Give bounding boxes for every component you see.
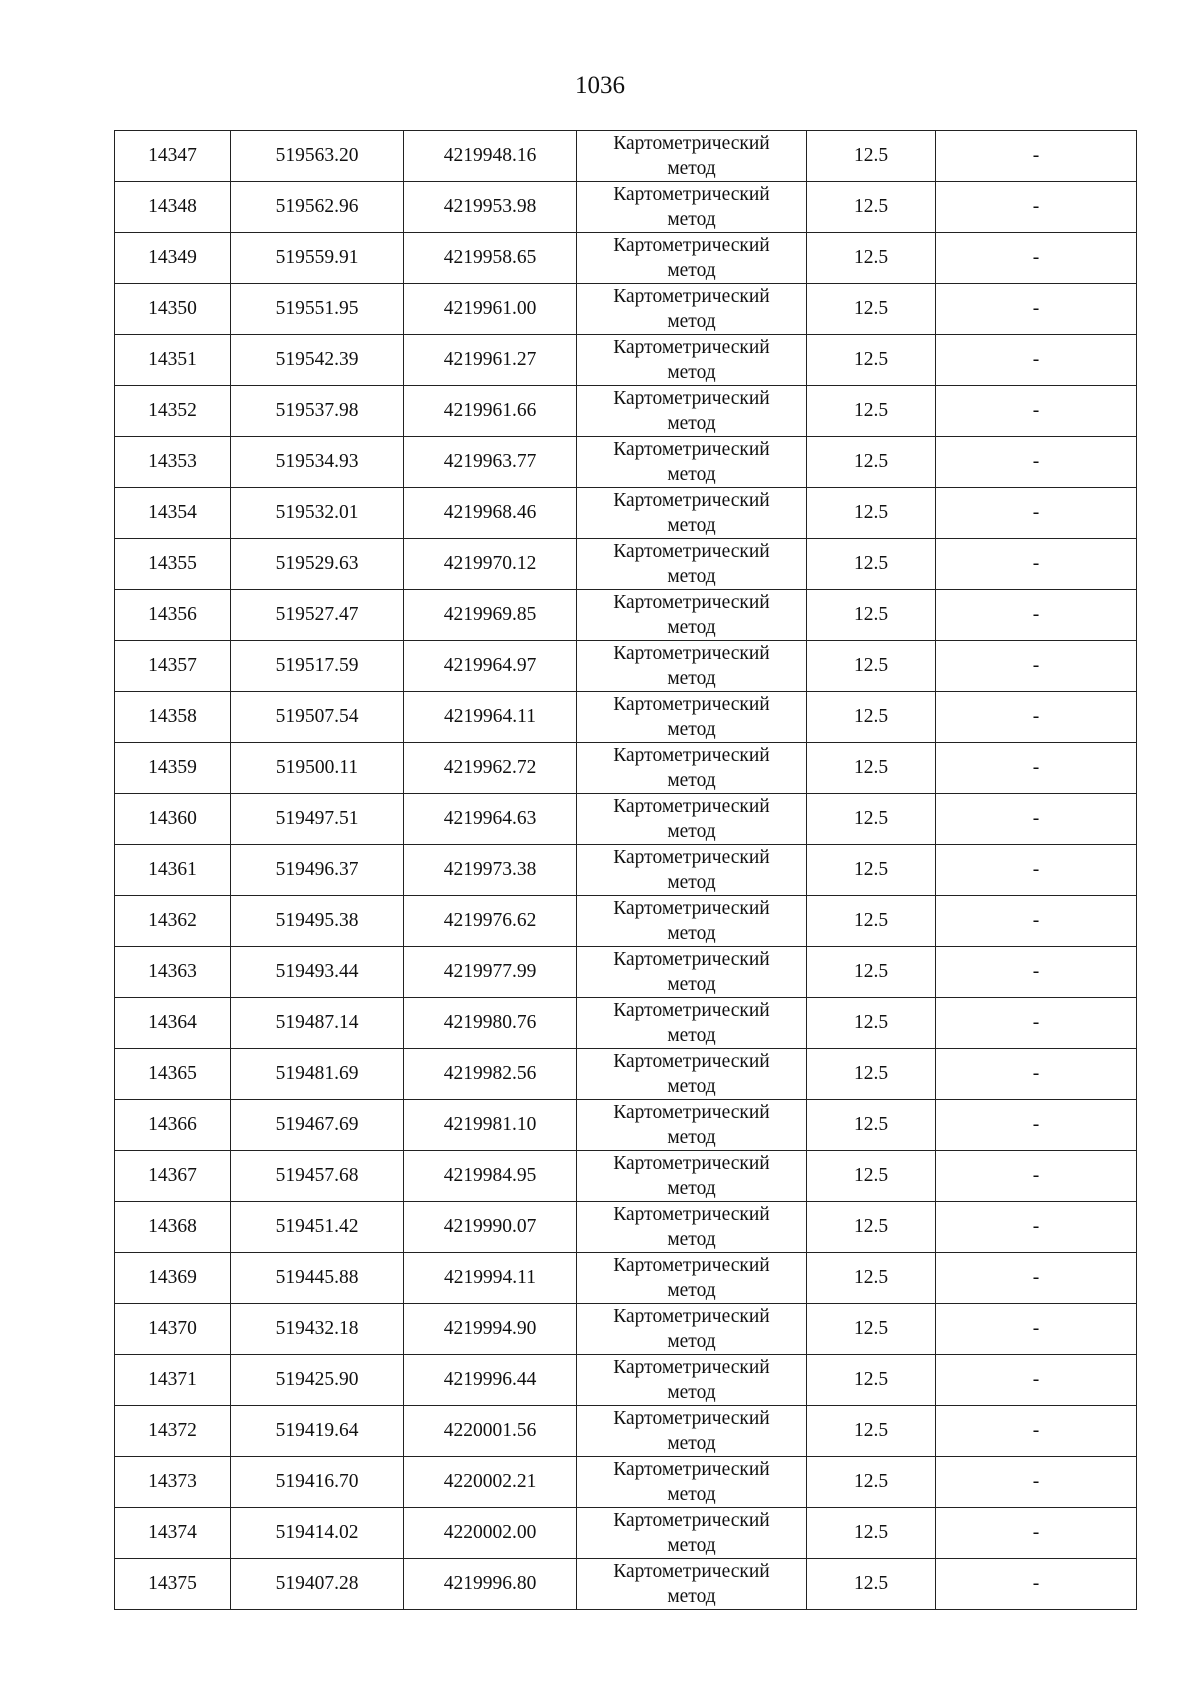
accuracy-cell: 12.5 — [807, 539, 936, 590]
x-coordinate-cell: 519497.51 — [231, 794, 404, 845]
table-row — [115, 1457, 1137, 1508]
note-cell: - — [936, 1355, 1137, 1406]
table-row — [115, 845, 1137, 896]
method-line-1: Картометрический — [613, 847, 770, 868]
y-coordinate-cell: 4219982.56 — [404, 1049, 577, 1100]
table-row — [115, 437, 1137, 488]
point-number-cell: 14365 — [115, 1049, 231, 1100]
accuracy-cell: 12.5 — [807, 743, 936, 794]
method-cell — [577, 488, 807, 539]
method-line-2: метод — [667, 923, 716, 944]
note-cell: - — [936, 1151, 1137, 1202]
accuracy-cell: 12.5 — [807, 1151, 936, 1202]
method-line-2: метод — [667, 770, 716, 791]
x-coordinate-cell: 519562.96 — [231, 182, 404, 233]
x-coordinate-cell: 519493.44 — [231, 947, 404, 998]
method-line-1: Картометрический — [613, 1051, 770, 1072]
y-coordinate-cell: 4219973.38 — [404, 845, 577, 896]
y-coordinate-cell: 4219961.66 — [404, 386, 577, 437]
coordinates-table — [114, 130, 1137, 1610]
method-line-2: метод — [667, 311, 716, 332]
table-row — [115, 539, 1137, 590]
point-number-cell: 14359 — [115, 743, 231, 794]
point-number-cell: 14352 — [115, 386, 231, 437]
method-line-2: метод — [667, 1025, 716, 1046]
table-body — [115, 131, 1137, 1610]
y-coordinate-cell: 4219970.12 — [404, 539, 577, 590]
accuracy-cell: 12.5 — [807, 335, 936, 386]
method-line-2: метод — [667, 1484, 716, 1505]
accuracy-cell: 12.5 — [807, 590, 936, 641]
note-cell: - — [936, 1406, 1137, 1457]
method-cell — [577, 1304, 807, 1355]
point-number-cell: 14364 — [115, 998, 231, 1049]
method-cell — [577, 386, 807, 437]
accuracy-cell: 12.5 — [807, 1508, 936, 1559]
point-number-cell: 14363 — [115, 947, 231, 998]
point-number-cell: 14356 — [115, 590, 231, 641]
x-coordinate-cell: 519507.54 — [231, 692, 404, 743]
y-coordinate-cell: 4219990.07 — [404, 1202, 577, 1253]
table-row — [115, 131, 1137, 182]
accuracy-cell: 12.5 — [807, 1202, 936, 1253]
method-cell — [577, 845, 807, 896]
note-cell: - — [936, 1202, 1137, 1253]
method-line-1: Картометрический — [613, 1255, 770, 1276]
note-cell: - — [936, 998, 1137, 1049]
table-row — [115, 335, 1137, 386]
point-number-cell: 14362 — [115, 896, 231, 947]
table-row — [115, 488, 1137, 539]
method-line-1: Картометрический — [613, 235, 770, 256]
note-cell: - — [936, 1304, 1137, 1355]
method-line-2: метод — [667, 1331, 716, 1352]
method-cell — [577, 437, 807, 488]
note-cell: - — [936, 1457, 1137, 1508]
x-coordinate-cell: 519529.63 — [231, 539, 404, 590]
method-line-2: метод — [667, 209, 716, 230]
method-line-1: Картометрический — [613, 439, 770, 460]
table-row — [115, 1202, 1137, 1253]
method-cell — [577, 233, 807, 284]
x-coordinate-cell: 519534.93 — [231, 437, 404, 488]
method-line-1: Картометрический — [613, 898, 770, 919]
y-coordinate-cell: 4219969.85 — [404, 590, 577, 641]
note-cell: - — [936, 182, 1137, 233]
point-number-cell: 14366 — [115, 1100, 231, 1151]
y-coordinate-cell: 4219963.77 — [404, 437, 577, 488]
note-cell: - — [936, 692, 1137, 743]
x-coordinate-cell: 519532.01 — [231, 488, 404, 539]
method-cell — [577, 641, 807, 692]
note-cell: - — [936, 794, 1137, 845]
y-coordinate-cell: 4220002.00 — [404, 1508, 577, 1559]
method-line-2: метод — [667, 158, 716, 179]
point-number-cell: 14358 — [115, 692, 231, 743]
note-cell: - — [936, 284, 1137, 335]
method-cell — [577, 692, 807, 743]
accuracy-cell: 12.5 — [807, 386, 936, 437]
accuracy-cell: 12.5 — [807, 1559, 936, 1610]
method-cell — [577, 131, 807, 182]
point-number-cell: 14354 — [115, 488, 231, 539]
point-number-cell: 14349 — [115, 233, 231, 284]
table-row — [115, 284, 1137, 335]
method-cell — [577, 1355, 807, 1406]
method-line-1: Картометрический — [613, 286, 770, 307]
method-line-2: метод — [667, 362, 716, 383]
x-coordinate-cell: 519542.39 — [231, 335, 404, 386]
point-number-cell: 14370 — [115, 1304, 231, 1355]
table-row — [115, 1151, 1137, 1202]
method-cell — [577, 539, 807, 590]
method-cell — [577, 1202, 807, 1253]
table-row — [115, 1406, 1137, 1457]
method-line-2: метод — [667, 821, 716, 842]
y-coordinate-cell: 4219964.11 — [404, 692, 577, 743]
method-cell — [577, 590, 807, 641]
x-coordinate-cell: 519551.95 — [231, 284, 404, 335]
y-coordinate-cell: 4219976.62 — [404, 896, 577, 947]
accuracy-cell: 12.5 — [807, 794, 936, 845]
method-cell — [577, 1151, 807, 1202]
method-line-2: метод — [667, 1535, 716, 1556]
table-row — [115, 1304, 1137, 1355]
x-coordinate-cell: 519457.68 — [231, 1151, 404, 1202]
table-row — [115, 1049, 1137, 1100]
method-line-1: Картометрический — [613, 184, 770, 205]
method-cell — [577, 794, 807, 845]
y-coordinate-cell: 4219980.76 — [404, 998, 577, 1049]
accuracy-cell: 12.5 — [807, 692, 936, 743]
method-line-2: метод — [667, 1382, 716, 1403]
accuracy-cell: 12.5 — [807, 1100, 936, 1151]
accuracy-cell: 12.5 — [807, 1253, 936, 1304]
method-line-1: Картометрический — [613, 1459, 770, 1480]
table-row — [115, 743, 1137, 794]
note-cell: - — [936, 1100, 1137, 1151]
x-coordinate-cell: 519537.98 — [231, 386, 404, 437]
y-coordinate-cell: 4219996.44 — [404, 1355, 577, 1406]
method-line-2: метод — [667, 1280, 716, 1301]
point-number-cell: 14374 — [115, 1508, 231, 1559]
method-line-1: Картометрический — [613, 133, 770, 154]
note-cell: - — [936, 1049, 1137, 1100]
method-cell — [577, 1457, 807, 1508]
table-row — [115, 590, 1137, 641]
y-coordinate-cell: 4219962.72 — [404, 743, 577, 794]
method-cell — [577, 743, 807, 794]
table-row — [115, 233, 1137, 284]
accuracy-cell: 12.5 — [807, 947, 936, 998]
method-line-1: Картометрический — [613, 745, 770, 766]
accuracy-cell: 12.5 — [807, 182, 936, 233]
x-coordinate-cell: 519481.69 — [231, 1049, 404, 1100]
table-row — [115, 1100, 1137, 1151]
method-cell — [577, 1508, 807, 1559]
y-coordinate-cell: 4219994.90 — [404, 1304, 577, 1355]
page-number: 1036 — [575, 72, 625, 99]
y-coordinate-cell: 4219996.80 — [404, 1559, 577, 1610]
method-cell — [577, 998, 807, 1049]
method-cell — [577, 1253, 807, 1304]
method-line-1: Картометрический — [613, 949, 770, 970]
note-cell: - — [936, 437, 1137, 488]
note-cell: - — [936, 539, 1137, 590]
accuracy-cell: 12.5 — [807, 131, 936, 182]
note-cell: - — [936, 1253, 1137, 1304]
method-cell — [577, 1559, 807, 1610]
method-line-1: Картометрический — [613, 1306, 770, 1327]
method-cell — [577, 896, 807, 947]
method-cell — [577, 284, 807, 335]
y-coordinate-cell: 4219977.99 — [404, 947, 577, 998]
method-cell — [577, 182, 807, 233]
method-cell — [577, 1100, 807, 1151]
point-number-cell: 14347 — [115, 131, 231, 182]
accuracy-cell: 12.5 — [807, 233, 936, 284]
point-number-cell: 14361 — [115, 845, 231, 896]
accuracy-cell: 12.5 — [807, 998, 936, 1049]
method-line-1: Картометрический — [613, 694, 770, 715]
accuracy-cell: 12.5 — [807, 1049, 936, 1100]
accuracy-cell: 12.5 — [807, 1304, 936, 1355]
method-line-1: Картометрический — [613, 1102, 770, 1123]
method-cell — [577, 1406, 807, 1457]
y-coordinate-cell: 4219964.63 — [404, 794, 577, 845]
y-coordinate-cell: 4219984.95 — [404, 1151, 577, 1202]
point-number-cell: 14373 — [115, 1457, 231, 1508]
x-coordinate-cell: 519445.88 — [231, 1253, 404, 1304]
method-line-1: Картометрический — [613, 592, 770, 613]
x-coordinate-cell: 519496.37 — [231, 845, 404, 896]
method-line-2: метод — [667, 464, 716, 485]
x-coordinate-cell: 519407.28 — [231, 1559, 404, 1610]
y-coordinate-cell: 4219994.11 — [404, 1253, 577, 1304]
accuracy-cell: 12.5 — [807, 488, 936, 539]
x-coordinate-cell: 519419.64 — [231, 1406, 404, 1457]
note-cell: - — [936, 590, 1137, 641]
table-row — [115, 692, 1137, 743]
method-line-2: метод — [667, 566, 716, 587]
table-row — [115, 794, 1137, 845]
note-cell: - — [936, 947, 1137, 998]
method-line-1: Картометрический — [613, 388, 770, 409]
table-row — [115, 998, 1137, 1049]
method-line-2: метод — [667, 1433, 716, 1454]
point-number-cell: 14372 — [115, 1406, 231, 1457]
method-line-1: Картометрический — [613, 490, 770, 511]
accuracy-cell: 12.5 — [807, 284, 936, 335]
method-line-2: метод — [667, 668, 716, 689]
note-cell: - — [936, 488, 1137, 539]
point-number-cell: 14350 — [115, 284, 231, 335]
point-number-cell: 14360 — [115, 794, 231, 845]
table-row — [115, 1559, 1137, 1610]
note-cell: - — [936, 845, 1137, 896]
point-number-cell: 14357 — [115, 641, 231, 692]
method-line-2: метод — [667, 1076, 716, 1097]
y-coordinate-cell: 4220001.56 — [404, 1406, 577, 1457]
x-coordinate-cell: 519467.69 — [231, 1100, 404, 1151]
method-line-1: Картометрический — [613, 1561, 770, 1582]
table-row — [115, 182, 1137, 233]
note-cell: - — [936, 1508, 1137, 1559]
table-row — [115, 1355, 1137, 1406]
method-cell — [577, 947, 807, 998]
x-coordinate-cell: 519414.02 — [231, 1508, 404, 1559]
x-coordinate-cell: 519559.91 — [231, 233, 404, 284]
x-coordinate-cell: 519432.18 — [231, 1304, 404, 1355]
table-row — [115, 386, 1137, 437]
table-row — [115, 896, 1137, 947]
method-line-2: метод — [667, 260, 716, 281]
method-line-1: Картометрический — [613, 1510, 770, 1531]
method-cell — [577, 1049, 807, 1100]
point-number-cell: 14371 — [115, 1355, 231, 1406]
point-number-cell: 14367 — [115, 1151, 231, 1202]
method-line-2: метод — [667, 872, 716, 893]
method-line-1: Картометрический — [613, 1000, 770, 1021]
table-row — [115, 947, 1137, 998]
table-row — [115, 641, 1137, 692]
y-coordinate-cell: 4219953.98 — [404, 182, 577, 233]
point-number-cell: 14351 — [115, 335, 231, 386]
x-coordinate-cell: 519495.38 — [231, 896, 404, 947]
method-line-1: Картометрический — [613, 1408, 770, 1429]
accuracy-cell: 12.5 — [807, 896, 936, 947]
note-cell: - — [936, 335, 1137, 386]
accuracy-cell: 12.5 — [807, 1355, 936, 1406]
point-number-cell: 14348 — [115, 182, 231, 233]
x-coordinate-cell: 519527.47 — [231, 590, 404, 641]
y-coordinate-cell: 4219964.97 — [404, 641, 577, 692]
x-coordinate-cell: 519416.70 — [231, 1457, 404, 1508]
note-cell: - — [936, 131, 1137, 182]
accuracy-cell: 12.5 — [807, 845, 936, 896]
method-line-2: метод — [667, 719, 716, 740]
method-line-2: метод — [667, 974, 716, 995]
x-coordinate-cell: 519487.14 — [231, 998, 404, 1049]
point-number-cell: 14368 — [115, 1202, 231, 1253]
method-line-1: Картометрический — [613, 796, 770, 817]
y-coordinate-cell: 4219961.00 — [404, 284, 577, 335]
method-cell — [577, 335, 807, 386]
method-line-1: Картометрический — [613, 643, 770, 664]
y-coordinate-cell: 4219981.10 — [404, 1100, 577, 1151]
method-line-1: Картометрический — [613, 1357, 770, 1378]
accuracy-cell: 12.5 — [807, 641, 936, 692]
method-line-2: метод — [667, 1586, 716, 1607]
point-number-cell: 14375 — [115, 1559, 231, 1610]
y-coordinate-cell: 4220002.21 — [404, 1457, 577, 1508]
method-line-2: метод — [667, 1178, 716, 1199]
point-number-cell: 14369 — [115, 1253, 231, 1304]
method-line-2: метод — [667, 1229, 716, 1250]
accuracy-cell: 12.5 — [807, 1457, 936, 1508]
point-number-cell: 14353 — [115, 437, 231, 488]
y-coordinate-cell: 4219958.65 — [404, 233, 577, 284]
method-line-2: метод — [667, 515, 716, 536]
x-coordinate-cell: 519517.59 — [231, 641, 404, 692]
method-line-1: Картометрический — [613, 541, 770, 562]
x-coordinate-cell: 519425.90 — [231, 1355, 404, 1406]
method-line-2: метод — [667, 617, 716, 638]
accuracy-cell: 12.5 — [807, 1406, 936, 1457]
method-line-1: Картометрический — [613, 1153, 770, 1174]
method-line-2: метод — [667, 1127, 716, 1148]
note-cell: - — [936, 641, 1137, 692]
point-number-cell: 14355 — [115, 539, 231, 590]
table-row — [115, 1508, 1137, 1559]
note-cell: - — [936, 896, 1137, 947]
y-coordinate-cell: 4219968.46 — [404, 488, 577, 539]
method-line-2: метод — [667, 413, 716, 434]
y-coordinate-cell: 4219948.16 — [404, 131, 577, 182]
accuracy-cell: 12.5 — [807, 437, 936, 488]
note-cell: - — [936, 743, 1137, 794]
x-coordinate-cell: 519500.11 — [231, 743, 404, 794]
note-cell: - — [936, 386, 1137, 437]
method-line-1: Картометрический — [613, 337, 770, 358]
method-line-1: Картометрический — [613, 1204, 770, 1225]
note-cell: - — [936, 1559, 1137, 1610]
x-coordinate-cell: 519563.20 — [231, 131, 404, 182]
x-coordinate-cell: 519451.42 — [231, 1202, 404, 1253]
note-cell: - — [936, 233, 1137, 284]
y-coordinate-cell: 4219961.27 — [404, 335, 577, 386]
table-row — [115, 1253, 1137, 1304]
